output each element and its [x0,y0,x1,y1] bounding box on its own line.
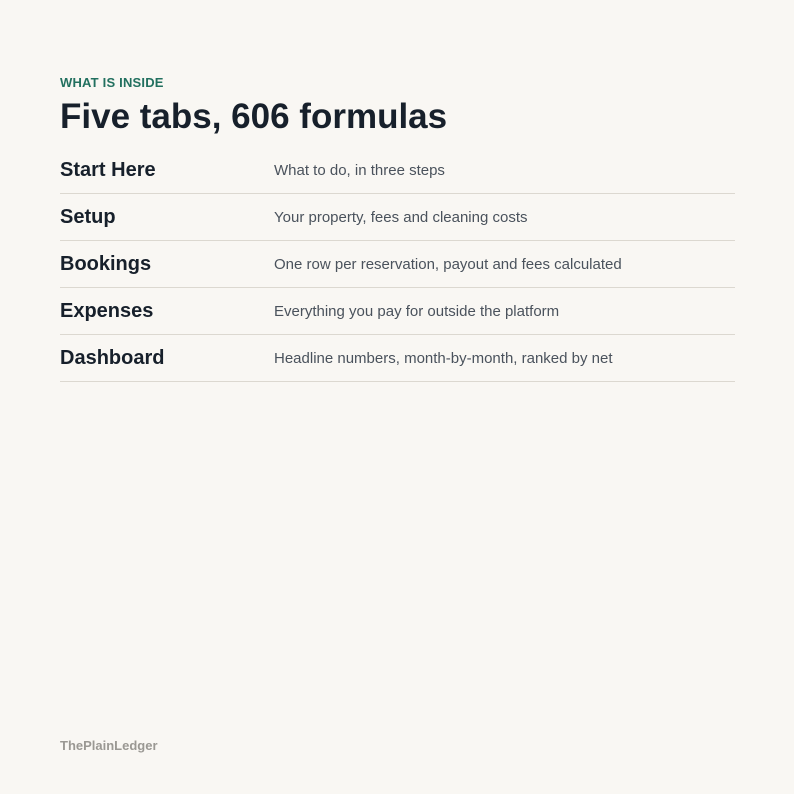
section-eyebrow: WHAT IS INSIDE [60,75,164,90]
tab-name: Start Here [60,158,156,181]
page [60,0,735,794]
tab-row-setup [60,194,735,241]
tab-row-start-here [60,147,735,194]
tab-name: Expenses [60,299,154,322]
tab-row-dashboard [60,335,735,382]
tab-description: Your property, fees and cleaning costs [274,208,528,226]
tab-description: Everything you pay for outside the platform [274,302,560,320]
tab-description: Headline numbers, month-by-month, ranked by net [274,349,613,367]
tab-description: What to do, in three steps [274,161,445,179]
tab-list [60,147,735,382]
tab-name: Bookings [60,252,152,275]
tab-row-expenses [60,288,735,335]
brand-name: ThePlainLedger [60,738,158,753]
tab-description: One row per reservation, payout and fees calculated [274,255,622,273]
tab-row-bookings [60,241,735,288]
page-title: Five tabs, 606 formulas [60,97,448,136]
tab-name: Dashboard [60,346,165,369]
tab-name: Setup [60,205,116,228]
